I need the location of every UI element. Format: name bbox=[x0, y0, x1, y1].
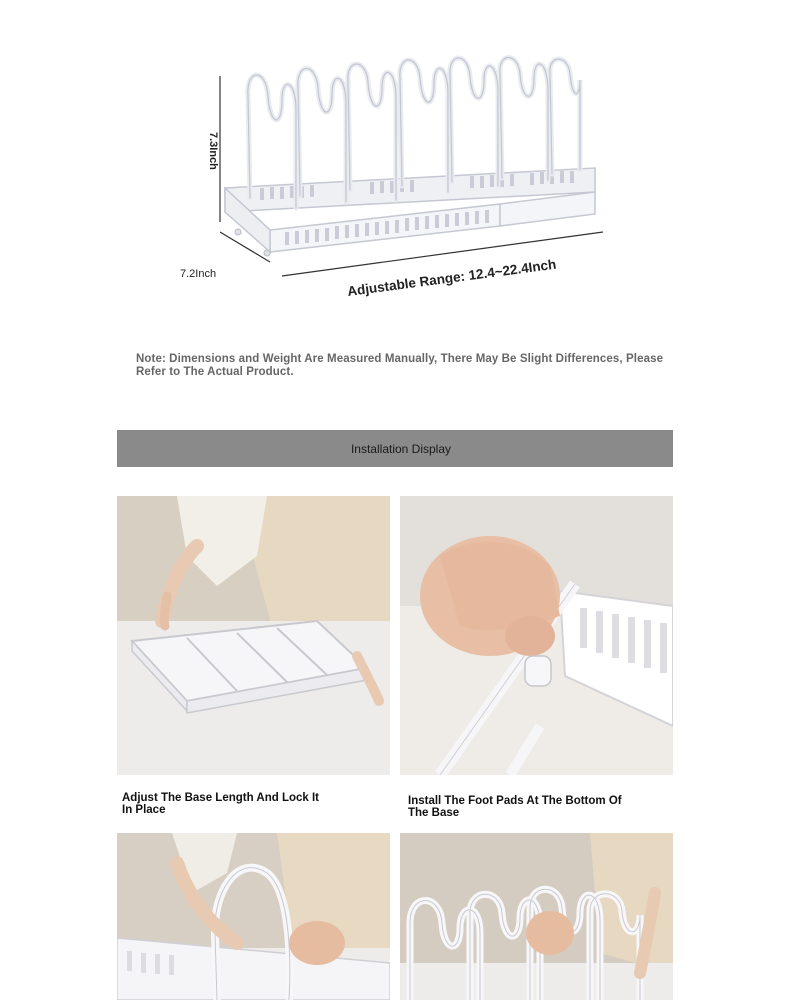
step-photo-foot-pads bbox=[400, 496, 673, 775]
rack-illustration bbox=[225, 58, 595, 257]
section-header bbox=[117, 430, 673, 467]
section-title: Installation Display bbox=[350, 441, 452, 456]
height-label: 7.3Inch bbox=[207, 132, 219, 170]
range-label: Adjustable Range: 12.4~22.4Inch bbox=[346, 256, 558, 299]
step-caption-foot-pads: Install The Foot Pads At The Bottom Of The Base bbox=[408, 795, 622, 819]
step-photo-finished-rack bbox=[400, 833, 673, 1000]
depth-label: 7.2Inch bbox=[180, 268, 217, 280]
step-caption-adjust-base: Adjust The Base Length And Lock It In Place bbox=[122, 792, 319, 816]
product-dimension-diagram bbox=[170, 40, 620, 320]
dimension-note: Note: Dimensions and Weight Are Measured Manually, There May Be Slight Differences, Please Refer to The Actual Product. bbox=[136, 353, 664, 378]
step-photo-insert-divider bbox=[117, 833, 390, 1000]
step-photo-adjust-base bbox=[117, 496, 390, 775]
